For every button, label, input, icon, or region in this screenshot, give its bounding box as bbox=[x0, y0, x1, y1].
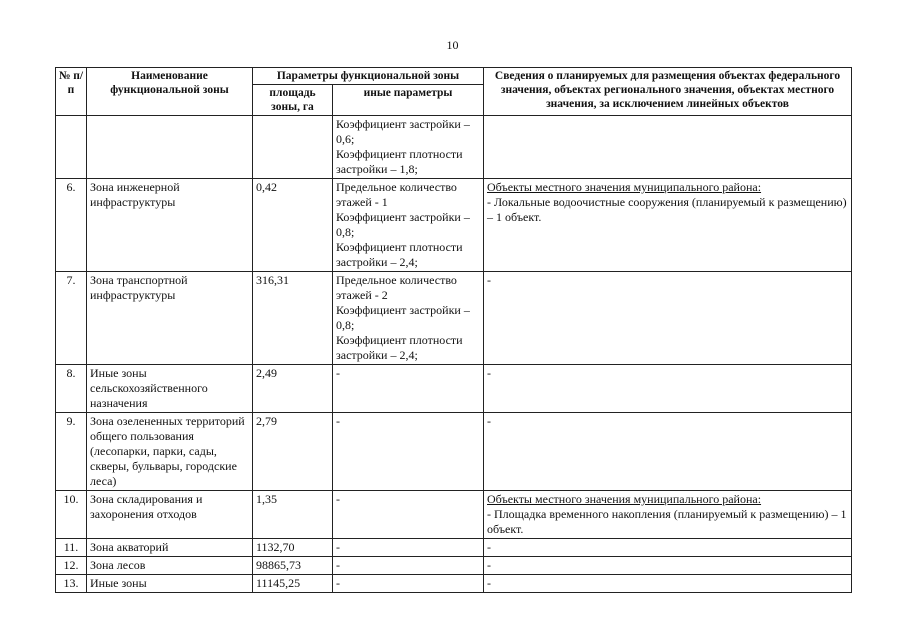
planned-objects-text: - bbox=[487, 273, 492, 287]
param-line: Коэффициент плотности застройки – 2,4; bbox=[336, 240, 463, 269]
zone-area: 0,42 bbox=[253, 179, 333, 272]
table-row bbox=[56, 557, 852, 575]
planned-objects bbox=[484, 539, 852, 557]
table-row bbox=[56, 539, 852, 557]
table-row bbox=[56, 272, 852, 365]
zone-area: 1132,70 bbox=[253, 539, 333, 557]
planned-objects-text: - bbox=[487, 366, 492, 380]
param-line: Коэффициент застройки – 0,8; bbox=[336, 303, 470, 332]
zone-area: 98865,73 bbox=[253, 557, 333, 575]
header-planned-objects: Сведения о планируемых для размещения объектах федерального значения, объектах регионального значения, объектах местного значения, за исключением линейных объектов bbox=[484, 68, 852, 116]
header-area: площадь зоны, га bbox=[253, 85, 333, 116]
other-params bbox=[333, 557, 484, 575]
row-number: 11. bbox=[56, 539, 87, 557]
zone-name: Иные зоны сельскохозяйственного назначения bbox=[87, 365, 253, 413]
planned-objects bbox=[484, 179, 852, 272]
planned-objects bbox=[484, 575, 852, 593]
param-line: - bbox=[336, 558, 340, 572]
zone-name: Иные зоны bbox=[87, 575, 253, 593]
other-params bbox=[333, 365, 484, 413]
planned-objects bbox=[484, 413, 852, 491]
zone-name: Зона складирования и захоронения отходов bbox=[87, 491, 253, 539]
zone-name: Зона лесов bbox=[87, 557, 253, 575]
table-row bbox=[56, 413, 852, 491]
param-line: - bbox=[336, 414, 340, 428]
row-number: 8. bbox=[56, 365, 87, 413]
zone-name: Зона инженерной инфраструктуры bbox=[87, 179, 253, 272]
planned-objects-text: - Площадка временного накопления (планируемый к размещению) – 1 объект. bbox=[487, 507, 847, 536]
row-number: 13. bbox=[56, 575, 87, 593]
row-number: 9. bbox=[56, 413, 87, 491]
planned-objects bbox=[484, 272, 852, 365]
param-line: - bbox=[336, 540, 340, 554]
param-line: - bbox=[336, 492, 340, 506]
planned-objects-text: - bbox=[487, 576, 492, 590]
planned-objects-text: - bbox=[487, 414, 492, 428]
param-line: Предельное количество этажей - 1 bbox=[336, 180, 457, 209]
other-params bbox=[333, 179, 484, 272]
header-zone-name: Наименование функциональной зоны bbox=[87, 68, 253, 116]
row-number bbox=[56, 116, 87, 179]
zone-area: 2,79 bbox=[253, 413, 333, 491]
planned-objects-text: - bbox=[487, 540, 492, 554]
other-params bbox=[333, 575, 484, 593]
param-line: Коэффициент плотности застройки – 2,4; bbox=[336, 333, 463, 362]
zone-name: Зона транспортной инфраструктуры bbox=[87, 272, 253, 365]
row-number: 12. bbox=[56, 557, 87, 575]
zone-name: Зона акваторий bbox=[87, 539, 253, 557]
table-header-row bbox=[56, 68, 852, 85]
param-line: Коэффициент застройки – 0,8; bbox=[336, 210, 470, 239]
zone-area: 316,31 bbox=[253, 272, 333, 365]
planned-objects-title: Объекты местного значения муниципального района: bbox=[487, 492, 762, 506]
param-line: - bbox=[336, 576, 340, 590]
page-number: 10 bbox=[446, 38, 459, 52]
zone-area: 2,49 bbox=[253, 365, 333, 413]
row-number: 10. bbox=[56, 491, 87, 539]
other-params bbox=[333, 272, 484, 365]
planned-objects-text: - bbox=[487, 558, 492, 572]
header-other-params: иные параметры bbox=[333, 85, 484, 116]
row-number: 6. bbox=[56, 179, 87, 272]
planned-objects bbox=[484, 365, 852, 413]
other-params bbox=[333, 539, 484, 557]
param-line: - bbox=[336, 366, 340, 380]
planned-objects-text: - Локальные водоочистные сооружения (планируемый к размещению) – 1 объект. bbox=[487, 195, 847, 224]
header-params-group: Параметры функциональной зоны bbox=[253, 68, 484, 85]
header-num: № п/п bbox=[56, 68, 87, 116]
zone-area: 11145,25 bbox=[253, 575, 333, 593]
table-body bbox=[56, 116, 852, 593]
param-line: Коэффициент плотности застройки – 1,8; bbox=[336, 147, 463, 176]
zone-name bbox=[87, 116, 253, 179]
planned-objects-title: Объекты местного значения муниципального района: bbox=[487, 180, 762, 194]
planned-objects bbox=[484, 116, 852, 179]
zone-area bbox=[253, 116, 333, 179]
zone-name: Зона озелененных территорий общего пользования (лесопарки, парки, сады, скверы, бульвары, городские леса) bbox=[87, 413, 253, 491]
row-number: 7. bbox=[56, 272, 87, 365]
other-params bbox=[333, 413, 484, 491]
table-row bbox=[56, 575, 852, 593]
table-row bbox=[56, 491, 852, 539]
table-row bbox=[56, 365, 852, 413]
table-row bbox=[56, 116, 852, 179]
functional-zones-table bbox=[55, 67, 852, 593]
other-params bbox=[333, 491, 484, 539]
zone-area: 1,35 bbox=[253, 491, 333, 539]
planned-objects bbox=[484, 491, 852, 539]
table-row bbox=[56, 179, 852, 272]
param-line: Коэффициент застройки – 0,6; bbox=[336, 117, 470, 146]
param-line: Предельное количество этажей - 2 bbox=[336, 273, 457, 302]
other-params bbox=[333, 116, 484, 179]
planned-objects bbox=[484, 557, 852, 575]
